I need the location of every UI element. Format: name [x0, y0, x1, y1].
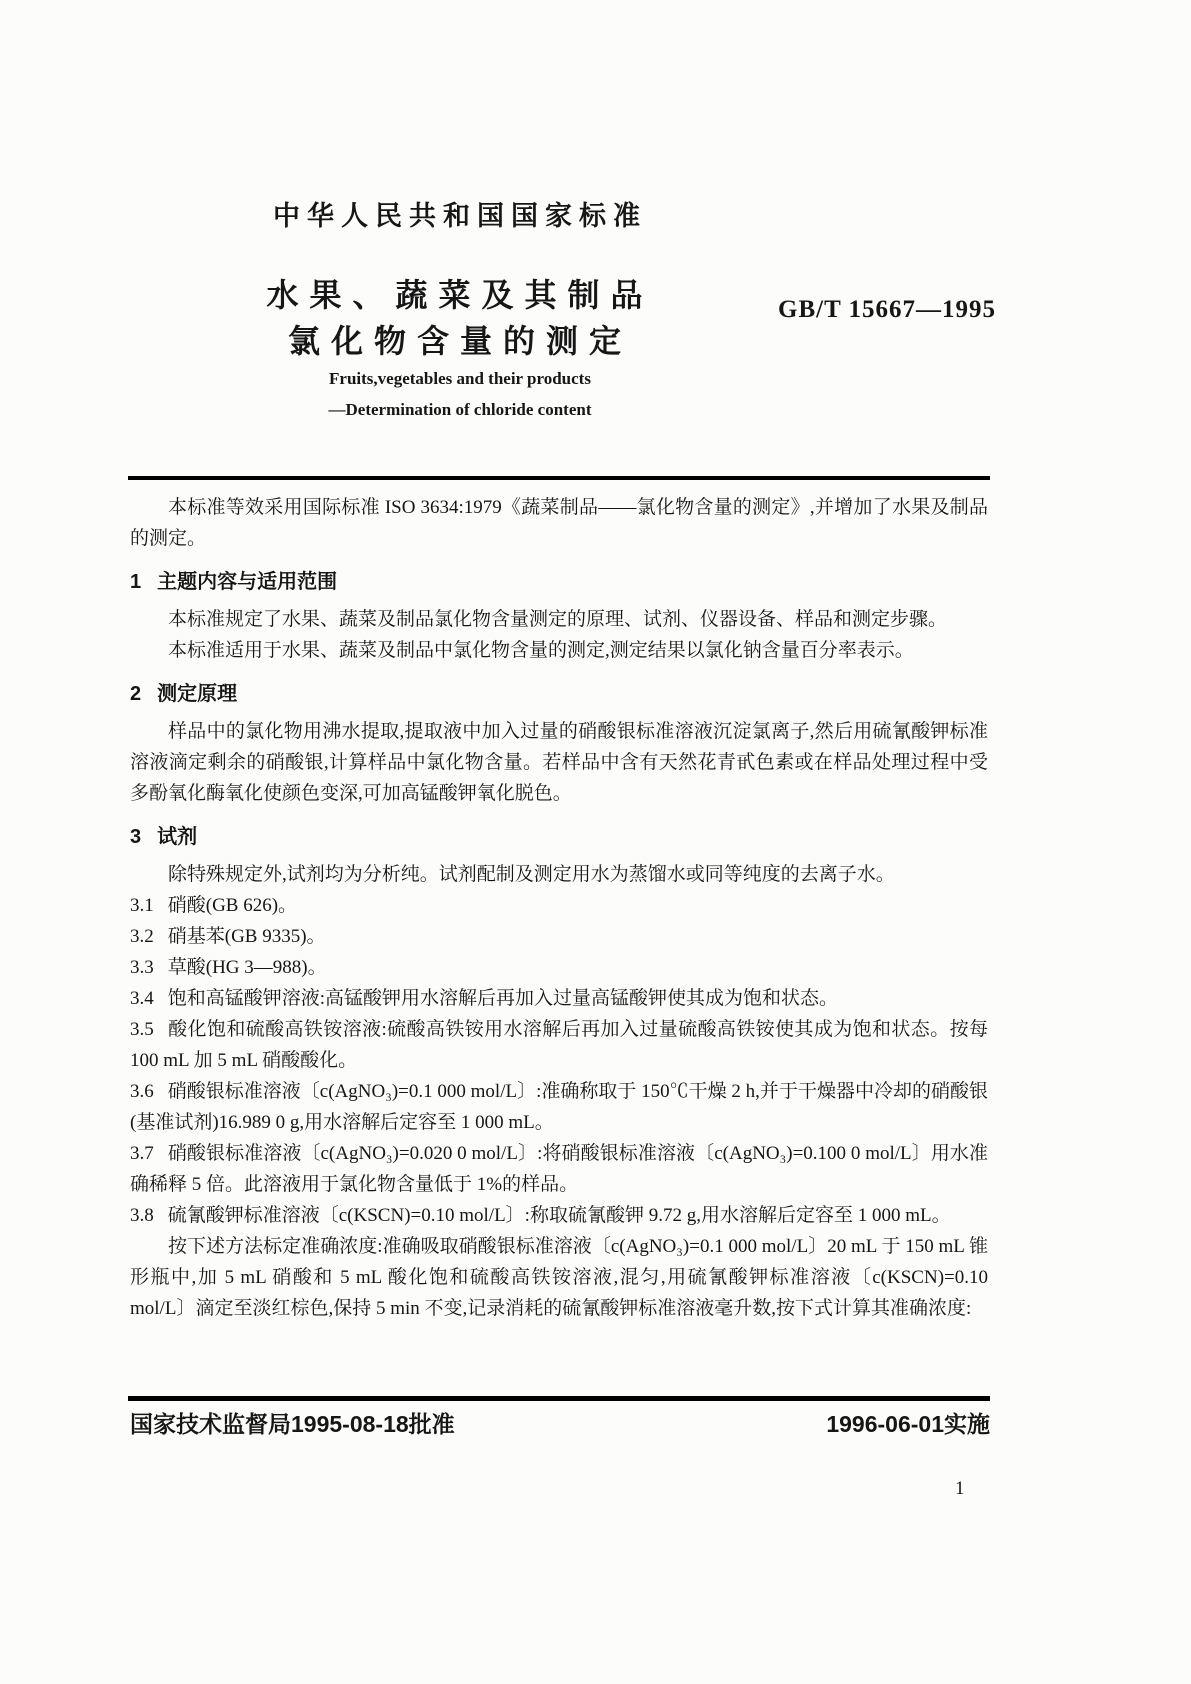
section-1-title: 主题内容与适用范围 [157, 571, 338, 593]
reagent-item-3-7 [130, 1138, 988, 1200]
item-number-3-6: 3.6 [130, 1081, 154, 1102]
item-text-3-6: 硝酸银标准溶液〔c(AgNO₃)=0.1 000 mol/L〕:准确称取于 150℃干燥 2 h,并于干燥器中冷却的硝酸银(基准试剂)16.989 0 g,用水溶解后定容至 1 000 mL。 [130, 1081, 988, 1133]
item-text-3-7: 硝酸银标准溶液〔c(AgNO₃)=0.020 0 mol/L〕:将硝酸银标准溶液〔c(AgNO₃)=0.100 0 mol/L〕用水准确稀释 5 倍。此溶液用于氯化物含量低于 1%的样品。 [130, 1143, 988, 1195]
reagent-item-3-2 [130, 921, 988, 952]
section-1-number: 1 [130, 571, 142, 593]
reagent-item-3-5 [130, 1014, 988, 1076]
document-body [130, 492, 988, 1324]
section-2-heading [130, 679, 988, 709]
section-1-paragraph-1: 本标准规定了水果、蔬菜及制品氯化物含量测定的原理、试剂、仪器设备、样品和测定步骤。 [168, 609, 948, 630]
header-divider-rule [128, 476, 990, 480]
reagent-item-3-8 [130, 1200, 988, 1231]
footer [130, 1406, 990, 1439]
reagent-item-3-3 [130, 952, 988, 983]
item-number-3-5: 3.5 [130, 1019, 154, 1040]
english-title-line2: —Determination of chloride content [328, 400, 592, 419]
item-number-3-3: 3.3 [130, 957, 154, 978]
item-text-3-4: 饱和高锰酸钾溶液:高锰酸钾用水溶解后再加入过量高锰酸钾使其成为饱和状态。 [167, 988, 839, 1009]
footer-divider-rule [128, 1396, 990, 1401]
item-text-3-2: 硝基苯(GB 9335)。 [167, 926, 326, 947]
section-3-number: 3 [130, 826, 142, 848]
reagent-item-3-6 [130, 1076, 988, 1138]
section-2-paragraph-1: 样品中的氯化物用沸水提取,提取液中加入过量的硝酸银标准溶液沉淀氯离子,然后用硫氰酸钾标准溶液滴定剩余的硝酸银,计算样品中氯化物含量。若样品中含有天然花青甙色素或在样品处理过程中受多酚氧化酶氧化使颜色变深,可加高锰酸钾氧化脱色。 [130, 721, 988, 804]
item-text-3-3: 草酸(HG 3—988)。 [167, 957, 327, 978]
item-text-3-5: 酸化饱和硫酸高铁铵溶液:硫酸高铁铵用水溶解后再加入过量硫酸高铁铵使其成为饱和状态。按每 100 mL 加 5 mL 硝酸酸化。 [130, 1019, 988, 1071]
section-1-paragraph-2: 本标准适用于水果、蔬菜及制品中氯化物含量的测定,测定结果以氯化钠含量百分率表示。 [168, 640, 914, 661]
section-3-paragraph-1: 除特殊规定外,试剂均为分析纯。试剂配制及测定用水为蒸馏水或同等纯度的去离子水。 [168, 864, 895, 885]
standard-type-heading: 中华人民共和国国家标准 [273, 201, 647, 231]
item-number-3-1: 3.1 [130, 895, 154, 916]
item-number-3-4: 3.4 [130, 988, 154, 1009]
page-number: 1 [955, 1478, 965, 1499]
intro-paragraph: 本标准等效采用国际标准 ISO 3634:1979《蔬菜制品——氯化物含量的测定》,并增加了水果及制品的测定。 [130, 497, 988, 549]
approval-authority-text: 国家技术监督局1995-08-18批准 [130, 1411, 455, 1437]
document-title-line1: 水果、蔬菜及其制品 [266, 277, 654, 313]
item-number-3-8: 3.8 [130, 1205, 154, 1226]
section-3-calibration-paragraph: 按下述方法标定准确浓度:准确吸取硝酸银标准溶液〔c(AgNO₃)=0.1 000 mol/L〕20 mL 于 150 mL 锥形瓶中,加 5 mL 硝酸和 5 mL 酸化饱和硫酸高铁铵溶液,混匀,用硫氰酸钾标准溶液〔c(KSCN)=0.10 mol/L〕滴定至淡红棕色,保持 5 min 不变,记录消耗的硫氰酸钾标准溶液毫升数,按下式计算其准确浓度: [130, 1236, 988, 1319]
document-title-line2: 氯化物含量的测定 [287, 323, 632, 359]
reagent-item-3-1 [130, 890, 988, 921]
item-text-3-8: 硫氰酸钾标准溶液〔c(KSCN)=0.10 mol/L〕:称取硫氰酸钾 9.72 g,用水溶解后定容至 1 000 mL。 [167, 1205, 951, 1226]
item-text-3-1: 硝酸(GB 626)。 [167, 895, 298, 916]
section-2-title: 测定原理 [157, 683, 238, 705]
section-3-heading [130, 822, 988, 852]
section-3-title: 试剂 [157, 826, 198, 848]
reagent-item-3-4 [130, 983, 988, 1014]
section-2-number: 2 [130, 683, 142, 705]
english-title-line1: Fruits,vegetables and their products [329, 369, 591, 388]
item-number-3-7: 3.7 [130, 1143, 154, 1164]
section-1-heading [130, 567, 988, 597]
item-number-3-2: 3.2 [130, 926, 154, 947]
standard-number: GB/T 15667—1995 [778, 296, 997, 323]
implementation-date-text: 1996-06-01实施 [826, 1411, 990, 1437]
